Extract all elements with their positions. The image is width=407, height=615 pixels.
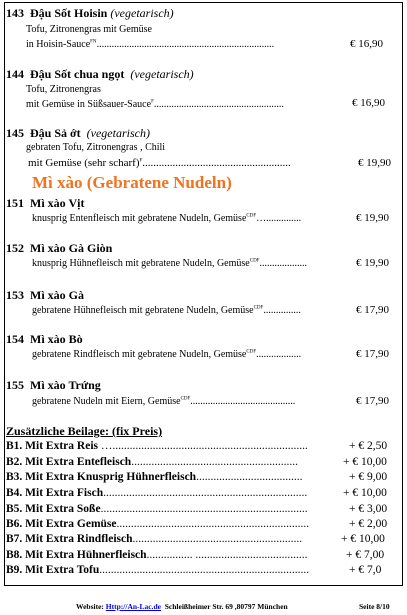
extra-item: B2. Mit Extra Entefleisch.......................................................... [6, 456, 298, 468]
menu-item-desc: gebraten Tofu, Zitronengras , Chili [26, 142, 166, 153]
extra-price: + € 9,00 [349, 471, 388, 483]
extra-price: + € 2,00 [349, 518, 388, 530]
extra-price: + € 7,00 [346, 549, 385, 561]
menu-item-desc: gebratene Hühnefleisch mit gebratene Nudeln, Gemüse$^{CDF}$............... [32, 305, 301, 316]
menu-item-desc: gebratene Rindfleisch mit gebratene Nudeln, Gemüse$^{CDF}$.................. [32, 349, 302, 360]
menu-item-title: 145 Đậu Sả ớt (vegetarisch) [6, 126, 150, 140]
extra-price: + € 7,0 [349, 564, 382, 576]
extra-item: B6. Mit Extra Gemüse................................................................... [6, 518, 310, 530]
extra-price: + € 10,00 [343, 456, 387, 468]
menu-item-desc: Tofu, Zitronengras mit Gemüse [26, 24, 152, 35]
menu-item-price: € 19,90 [358, 157, 391, 169]
extra-item: B5. Mit Extra Soße........................................................................ [6, 503, 308, 515]
beilagen-title: Zusätzliche Beilage: (fix Preis) [6, 424, 163, 438]
menu-item-price: € 17,90 [356, 395, 389, 407]
extra-item: B4. Mit Extra Fisch....................................................................... [6, 487, 308, 499]
menu-item-desc: mit Gemüse (sehr scharf)$^F$...................................................... [28, 157, 291, 169]
footer [76, 602, 288, 611]
website-label: Website: [76, 602, 104, 611]
menu-item-price: € 17,90 [356, 348, 389, 360]
menu-item-price: € 19,90 [356, 257, 389, 269]
section-title: Mì xào (Gebratene Nudeln) [32, 173, 232, 192]
menu-item-title: 144 Đậu Sốt chua ngọt (vegetarisch) [6, 67, 194, 81]
menu-item-price: € 17,90 [356, 304, 389, 316]
page-number: Seite 8/10 [359, 602, 390, 611]
menu-item-desc: in Hoisin-Sauce$^{FN}$....................................................................... [26, 39, 275, 50]
menu-item-title: 152 Mì xào Gà Giòn [6, 241, 113, 255]
menu-item-desc: mit Gemüse in Süßsauer-Sauce$^F$.................................................... [26, 99, 284, 110]
menu-item-desc: gebratene Nudeln mit Eiern, Gemüse$^{CDF}$.......................................... [32, 396, 296, 407]
menu-item-desc: Tofu, Zitronengras [26, 84, 101, 95]
extra-item: B9. Mit Extra Tofu......................................................................... [6, 564, 310, 576]
menu-item-title: 143 Đậu Sốt Hoisin (vegetarisch) [6, 6, 174, 20]
extra-price: + € 10,00 [343, 487, 387, 499]
extra-item: B8. Mit Extra Hühnerfleisch................ ....................................... [6, 549, 308, 561]
website-link[interactable]: Http://An-Lac.de [105, 602, 162, 611]
menu-item-title: 153 Mì xào Gà [6, 288, 84, 302]
footer-address: Schleißheimer Str. 69 ,80797 München [164, 602, 288, 611]
menu-item-title: 151 Mì xào Vịt [6, 196, 85, 210]
menu-item-desc: knusprig Hühnefleisch mit gebratene Nudeln, Gemüse$^{CDF}$................... [32, 258, 307, 269]
extra-price: + € 2,50 [349, 440, 388, 452]
menu-item-price: € 16,90 [350, 38, 383, 50]
menu-item-title: 155 Mì xào Trứng [6, 378, 101, 392]
menu-item-title: 154 Mì xào Bò [6, 332, 83, 346]
menu-item-price: € 16,90 [352, 97, 385, 109]
extra-item: B1. Mit Extra Reis ….................................................................... [6, 440, 308, 452]
extra-price: + € 3,00 [349, 503, 388, 515]
extra-item: B7. Mit Extra Rindfleisch........................................................... [6, 533, 303, 545]
extra-price: + € 10,00 [341, 533, 385, 545]
menu-item-desc: knusprig Entenfleisch mit gebratene Nudeln, Gemüse$^{CDF}$….............. [32, 213, 302, 224]
menu-item-price: € 19,90 [356, 212, 389, 224]
extra-item: B3. Mit Extra Knusprig Hühnerfleisch..................................... [6, 471, 303, 483]
